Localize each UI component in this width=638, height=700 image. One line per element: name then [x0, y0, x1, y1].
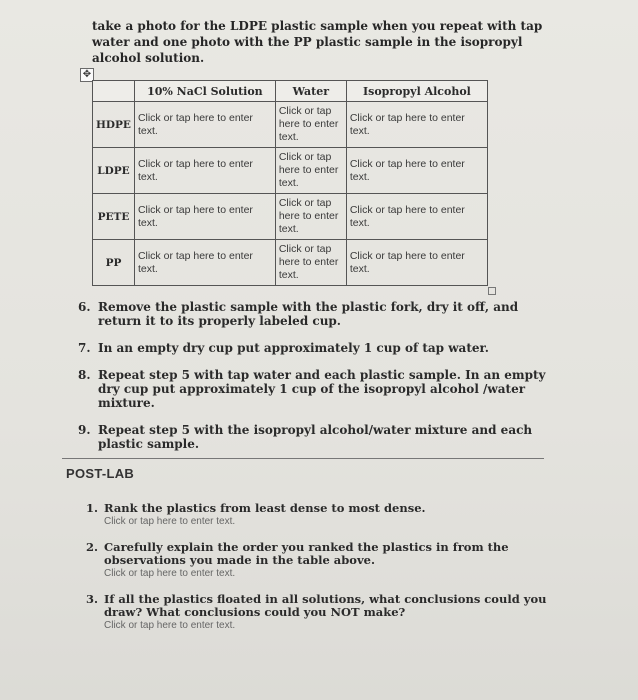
step-text: In an empty dry cup put approximately 1 cup of tap water. — [98, 341, 489, 355]
question-number: 2. — [86, 540, 99, 554]
entry-field-pp-nacl[interactable]: Click or tap here to enter text. — [134, 240, 275, 286]
header-nacl: 10% NaCl Solution — [134, 81, 275, 102]
question-item — [86, 593, 556, 632]
entry-field-hdpe-alcohol[interactable]: Click or tap here to enter text. — [346, 102, 487, 148]
answer-field[interactable]: Click or tap here to enter text. — [104, 568, 236, 579]
entry-field-pp-alcohol[interactable]: Click or tap here to enter text. — [346, 240, 487, 286]
header-empty — [93, 81, 135, 102]
entry-field-pp-water[interactable]: Click or tap here to enter text. — [275, 240, 346, 286]
entry-field-ldpe-nacl[interactable]: Click or tap here to enter text. — [134, 148, 275, 194]
entry-field-pete-alcohol[interactable]: Click or tap here to enter text. — [346, 194, 487, 240]
post-lab-heading: POST-LAB — [66, 466, 135, 481]
question-item — [86, 502, 556, 528]
step-text: Remove the plastic sample with the plastic fork, dry it off, and return it to its properly labeled cup. — [98, 300, 519, 328]
header-water: Water — [275, 81, 346, 102]
step-number: 6. — [78, 300, 91, 314]
header-alcohol: Isopropyl Alcohol — [346, 81, 487, 102]
intro-paragraph: take a photo for the LDPE plastic sample when you repeat with tap water and one photo with the PP plastic sample in the isopropyl alcohol solution. — [92, 19, 543, 65]
table-row-hdpe — [93, 102, 488, 148]
entry-field-pete-water[interactable]: Click or tap here to enter text. — [275, 194, 346, 240]
step-number: 9. — [78, 423, 91, 437]
results-table — [92, 80, 488, 286]
step-item — [78, 300, 548, 328]
procedure-steps — [78, 300, 548, 464]
answer-field[interactable]: Click or tap here to enter text. — [104, 620, 236, 631]
step-number: 7. — [78, 341, 91, 355]
entry-field-hdpe-nacl[interactable]: Click or tap here to enter text. — [134, 102, 275, 148]
row-label: HDPE — [93, 102, 135, 148]
step-number: 8. — [78, 368, 91, 382]
entry-field-pete-nacl[interactable]: Click or tap here to enter text. — [134, 194, 275, 240]
table-header-row — [93, 81, 488, 102]
entry-field-ldpe-alcohol[interactable]: Click or tap here to enter text. — [346, 148, 487, 194]
question-number: 1. — [86, 501, 99, 515]
paragraph-end-mark — [488, 287, 496, 295]
question-text: If all the plastics floated in all solutions, what conclusions could you draw? What conclusions could you NOT make? — [104, 592, 547, 619]
entry-field-hdpe-water[interactable]: Click or tap here to enter text. — [275, 102, 346, 148]
step-item — [78, 341, 548, 355]
answer-field[interactable]: Click or tap here to enter text. — [104, 516, 236, 527]
section-divider — [62, 458, 544, 459]
table-row-pete — [93, 194, 488, 240]
step-text: Repeat step 5 with tap water and each plastic sample. In an empty dry cup put approximately 1 cup of the isopropyl alcohol /water mixture. — [98, 368, 546, 410]
question-text: Rank the plastics from least dense to most dense. — [104, 501, 426, 515]
row-label: LDPE — [93, 148, 135, 194]
question-number: 3. — [86, 592, 99, 606]
post-lab-questions — [86, 502, 556, 645]
entry-field-ldpe-water[interactable]: Click or tap here to enter text. — [275, 148, 346, 194]
row-label: PP — [93, 240, 135, 286]
step-item — [78, 368, 548, 410]
move-table-icon[interactable]: ✥ — [80, 68, 94, 82]
table-row-pp — [93, 240, 488, 286]
table-row-ldpe — [93, 148, 488, 194]
question-item — [86, 541, 556, 580]
row-label: PETE — [93, 194, 135, 240]
question-text: Carefully explain the order you ranked the plastics in from the observations you made in the table above. — [104, 540, 509, 567]
step-item — [78, 423, 548, 451]
step-text: Repeat step 5 with the isopropyl alcohol/water mixture and each plastic sample. — [98, 423, 533, 451]
